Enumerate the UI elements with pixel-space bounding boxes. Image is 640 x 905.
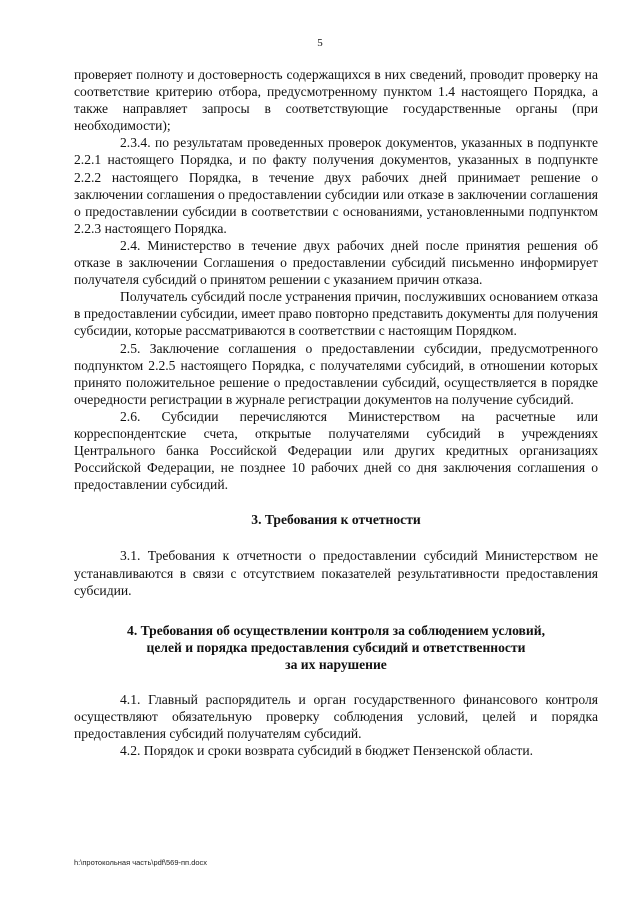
paragraph-2-5: 2.5. Заключение соглашения о предоставлении субсидии, предусмотренного подпунктом 2.2.5 настоящего Порядка, с получателями субсидий, в отношении которых принято положительное решение о предоставлении субсидий, осуществляется в порядке очередности регистрации в журнале регистрации документов на получение субсидий. [74,340,598,407]
file-path-footer: h:\протокольная часть\pdf\569-пп.docx [74,858,208,867]
section-4-heading-line-1: 4. Требования об осуществлении контроля за соблюдением условий, [127,622,545,638]
paragraph-continuation: проверяет полноту и достоверность содержащихся в них сведений, проводит проверку на соответствие критерию отбора, предусмотренному пунктом 1.4 настоящего Порядка, а также направляет запросы в соответствующие государственные органы (при необходимости); [74,67,598,134]
paragraph-2-4: 2.4. Министерство в течение двух рабочих дней после принятия решения об отказе в заключении Соглашения о предоставлении субсидий письменно информирует получателя субсидий о принятом решении с указанием причин отказа. [74,237,598,288]
paragraph-2-3-4: 2.3.4. по результатам проведенных проверок документов, указанных в подпункте 2.2.1 настоящего Порядка, и по факту получения документов, указанных в подпункте 2.2.2 настоящего Порядка, в течение двух рабочих дней принимает решение о заключении соглашения о предоставлении субсидии или отказе в заключении соглашения о предоставлении субсидии в соответствии с основаниями, установленными подпунктом 2.2.3 настоящего Порядка. [74,135,598,236]
paragraph-refusal-resubmission: Получатель субсидий после устранения причин, послуживших основанием отказа в предоставлении субсидии, имеет право повторно представить документы для получения субсидии, которые рассматриваются в соответствии с настоящим Порядком. [74,289,598,339]
section-4-heading [74,622,598,673]
paragraph-4-2: 4.2. Порядок и сроки возврата субсидий в бюджет Пензенской области. [120,743,533,759]
paragraph-3-1: 3.1. Требования к отчетности о предоставлении субсидий Министерством не устанавливаются в связи с отсутствием показателей результативности предоставления субсидии. [74,548,598,598]
paragraph-4-1: 4.1. Главный распорядитель и орган государственного финансового контроля осуществляют обязательную проверку соблюдения условий, целей и порядка предоставления субсидий получателям субсидий. [74,692,598,742]
section-4-heading-line-3: за их нарушение [285,656,387,672]
document-body [74,66,598,759]
section-3-heading: 3. Требования к отчетности [251,512,421,528]
paragraph-2-6: 2.6. Субсидии перечисляются Министерством на расчетные или корреспондентские счета, открытые получателями субсидий в учреждениях Центрального банка Российской Федерации или других кредитных организациях Российской Федерации, не позднее 10 рабочих дней со дня заключения соглашения о предоставлении субсидий. [74,408,598,493]
page-number: 5 [317,37,323,49]
section-4-heading-line-2: целей и порядка предоставления субсидий и ответственности [146,639,526,655]
